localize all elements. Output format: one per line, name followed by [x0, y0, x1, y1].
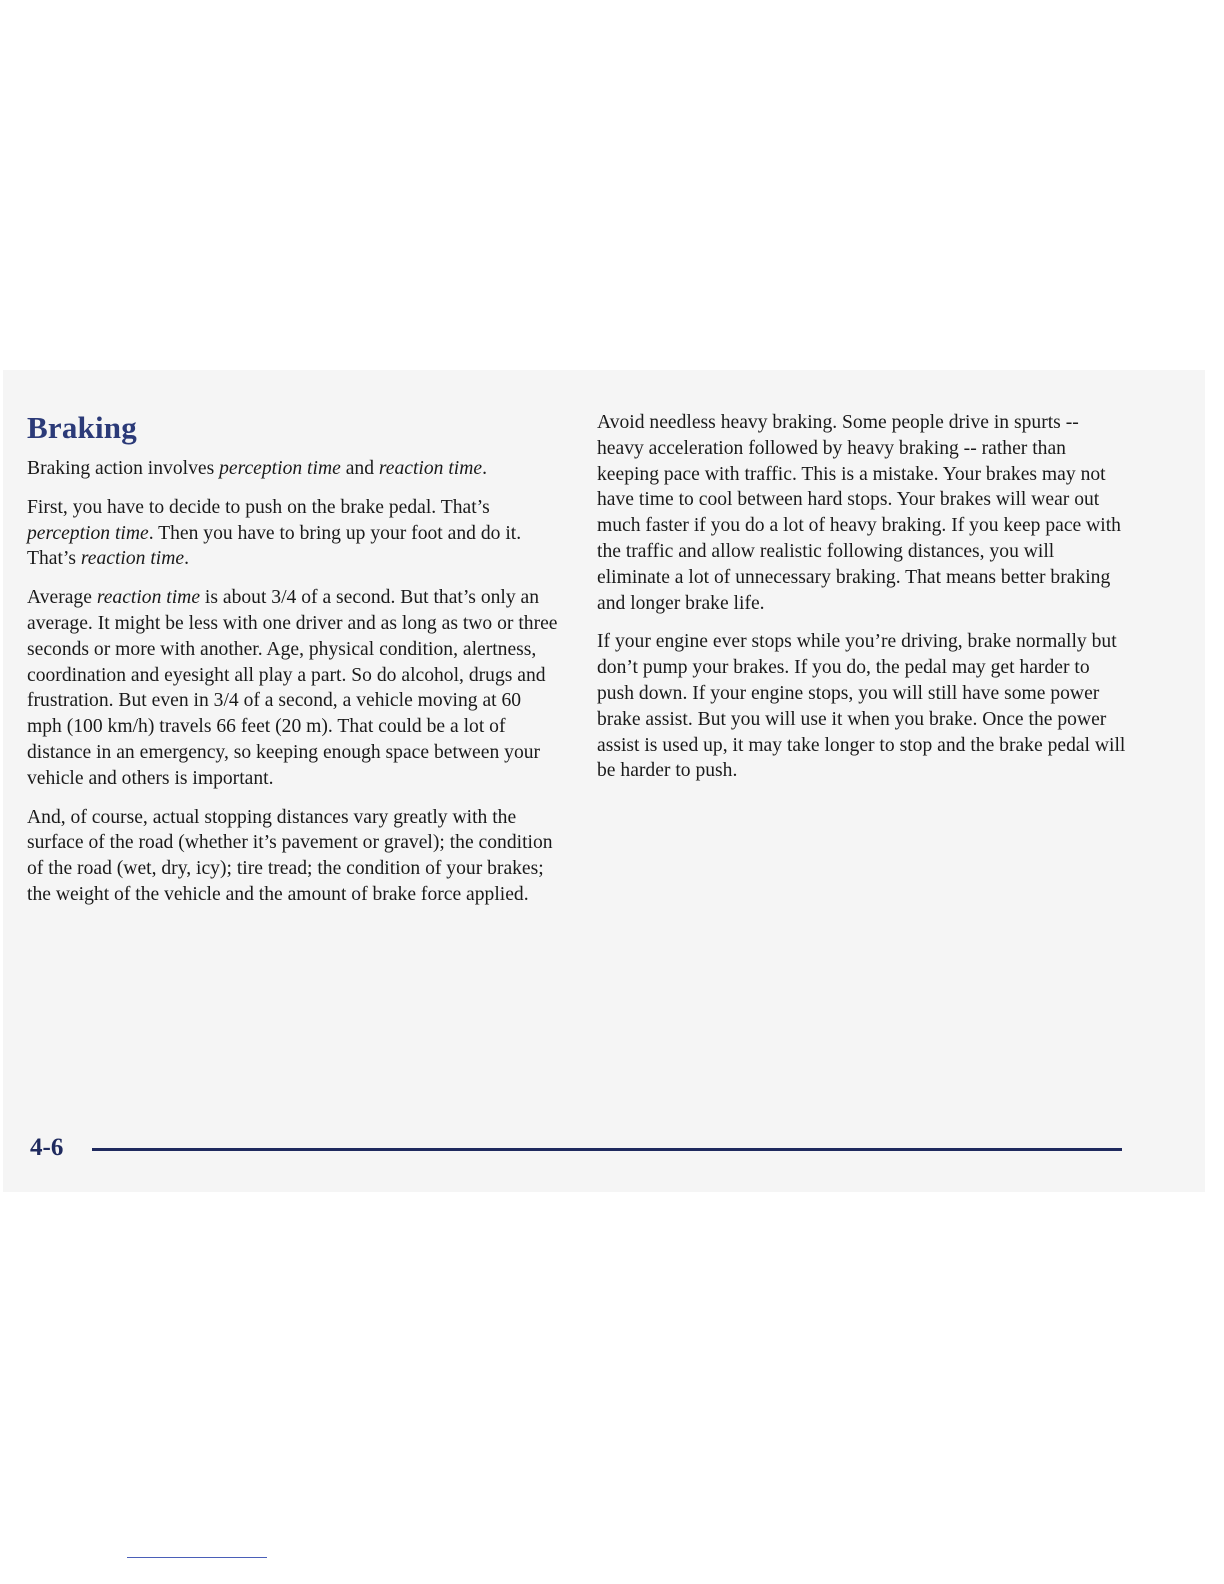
text-run: Average	[27, 587, 97, 609]
text-run: and	[340, 458, 379, 479]
page-number: 4-6	[30, 1134, 64, 1161]
text-run: First, you have to decide to push on the brake pedal. That’s	[27, 496, 490, 518]
right-paragraphs	[597, 410, 1127, 797]
page-footer	[30, 1132, 1130, 1172]
bottom-link-underline	[127, 1557, 267, 1558]
italic-term: reaction time	[96, 587, 201, 609]
text-run: is about 3/4 of a second. But that’s only an average. It might be less with one driver and as long as two or three seconds or more with another. Age, physical condition, alertness, coordination and eyesight all play a part. So do alcohol, drugs and frustration. But even in 3/4 of a second, a vehicle moving at 60 mph (100 km/h) travels 66 feet (20 m). That could be a lot of distance in an emergency, so keeping enough space between your vehicle and others is important.	[27, 587, 558, 789]
text-run: .	[184, 548, 189, 570]
paragraph-engine-stops: If your engine ever stops while you’re driving, brake normally but don’t pump your brakes. If you do, the pedal may get harder to push down. If your engine stops, you will still have some power brake assist. But you will use it when you brake. Once the power assist is used up, it may take longer to stop and the brake pedal will be harder to push.	[597, 631, 1126, 782]
paragraph-average-reaction	[27, 585, 559, 791]
text-run: .	[482, 458, 487, 479]
text-run: . Then you have to bring up your foot and do it. That’s	[27, 522, 522, 570]
paragraph-stopping-distances: And, of course, actual stopping distances vary greatly with the surface of the road (whether it’s pavement or gravel); the condition of the road (wet, dry, icy); tire tread; the condition of your brakes; the weight of the vehicle and the amount of brake force applied.	[27, 806, 553, 905]
italic-term: perception time	[219, 458, 341, 479]
left-paragraphs	[27, 456, 559, 921]
manual-page	[3, 370, 1205, 1192]
paragraph-decide-push	[27, 495, 559, 572]
paragraph-avoid-heavy-braking: Avoid needless heavy braking. Some people drive in spurts -- heavy acceleration followed by heavy braking -- rather than keeping pace with traffic. This is a mistake. Your brakes may not have time to cool between hard stops. Your brakes will wear out much faster if you do a lot of heavy braking. If you keep pace with the traffic and allow realistic following distances, you will eliminate a lot of unnecessary braking. That means better braking and longer brake life.	[597, 412, 1121, 614]
italic-term: reaction time	[378, 458, 483, 479]
footer-rule	[92, 1148, 1122, 1151]
paragraph-perception-reaction	[27, 456, 559, 482]
italic-term: reaction time	[80, 548, 185, 570]
italic-term: perception time	[27, 522, 149, 544]
text-run: Braking action involves	[27, 458, 220, 479]
section-title: Braking	[27, 410, 137, 445]
